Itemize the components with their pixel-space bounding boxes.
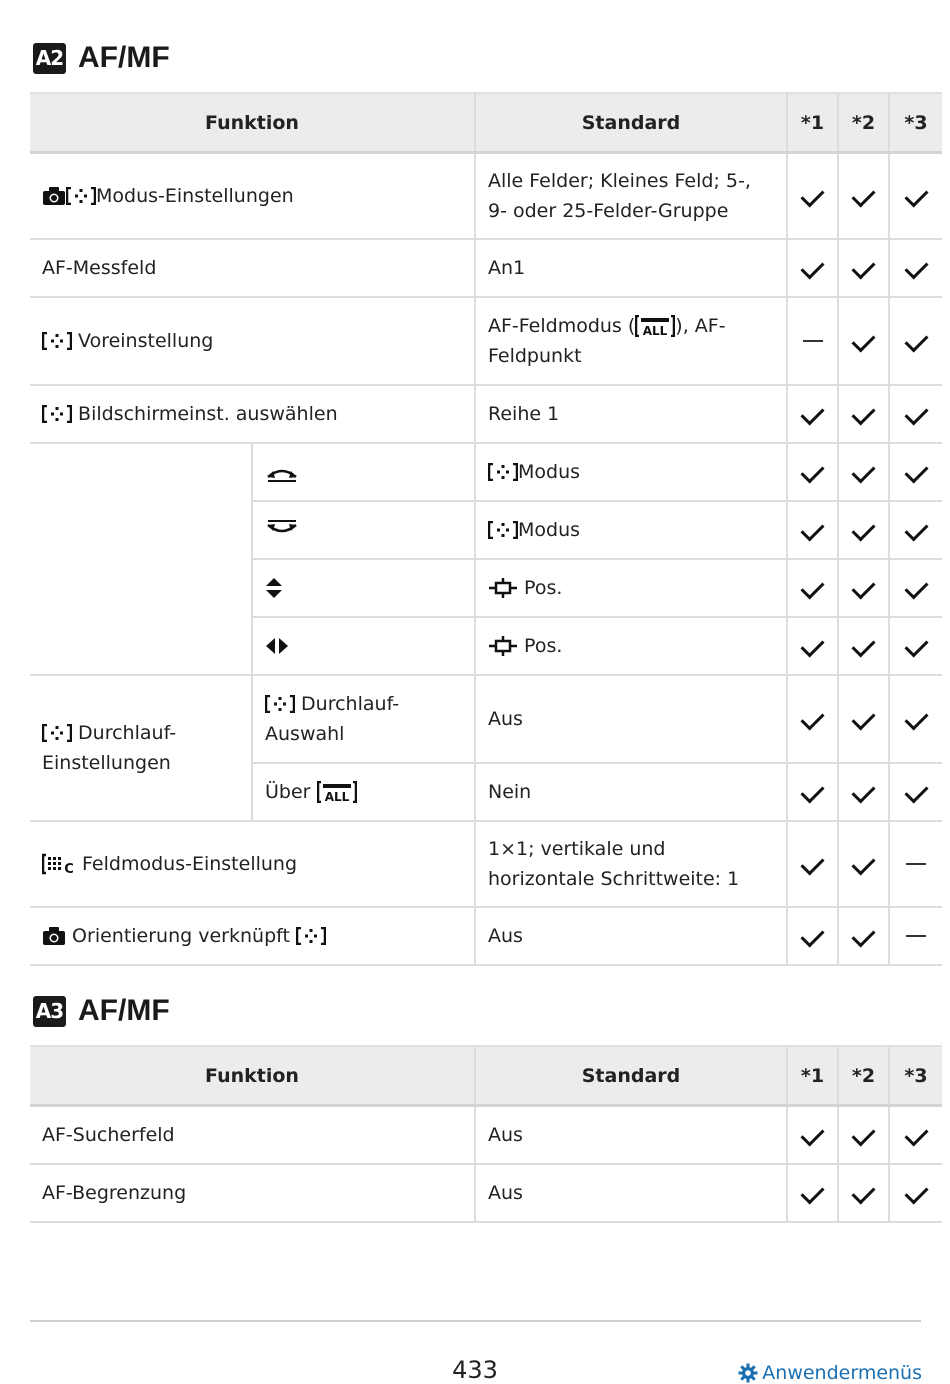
footer-divider [30,1320,921,1322]
mark-cell [889,821,942,907]
check-icon [800,633,824,657]
mark-cell [838,501,889,559]
table-row [30,443,942,501]
mark-cell [838,559,889,617]
function-label: AF-Sucherfeld [30,1106,475,1164]
table-header-row [30,1046,942,1106]
table-row [30,297,942,385]
mark-cell [889,385,942,443]
standard-value-part: AF-Feldmodus ( [488,314,636,337]
svg-text:ALL: ALL [324,790,349,803]
column-header-2: *2 [838,1046,889,1106]
standard-value: Nein [475,763,787,821]
function-label: Feldmodus-Einstellung [82,852,298,875]
settings-table-a2 [30,92,942,966]
column-header-standard: Standard [475,93,787,153]
section-a2-heading [33,41,170,75]
sub-function-label: Durchlauf-Auswahl [265,692,400,745]
check-icon [800,1122,824,1146]
mark-cell [838,907,889,965]
check-icon [800,517,824,541]
check-icon [800,706,824,730]
empty-group-cell [30,443,252,675]
check-icon [851,401,875,425]
mark-cell [889,559,942,617]
function-label: Voreinstellung [78,329,214,352]
camera-icon [42,186,66,206]
mark-cell [838,239,889,297]
standard-value: Modus [518,518,581,541]
function-cell [30,907,475,965]
mark-cell [889,675,942,763]
check-icon [904,328,928,352]
column-header-standard: Standard [475,1046,787,1106]
column-header-1: *1 [787,1046,838,1106]
check-icon [851,183,875,207]
af-target-icon [42,724,72,742]
table-header-row [30,93,942,153]
mark-cell [787,153,838,239]
sub-function-cell [252,675,475,763]
section-badge: A2 [33,43,66,74]
function-label: Orientierung verknüpft [72,924,290,947]
check-icon [800,1180,824,1204]
table-row [30,385,942,443]
check-icon [851,1180,875,1204]
check-icon [800,575,824,599]
standard-value: An1 [475,239,787,297]
check-icon [904,1180,928,1204]
af-all-icon [317,781,357,803]
position-icon [488,577,518,599]
function-label: AF-Begrenzung [30,1164,475,1222]
af-target-icon [42,405,72,423]
mark-cell [889,239,942,297]
function-cell [30,297,475,385]
standard-cell [475,617,787,675]
mark-cell [787,763,838,821]
table-row [30,1164,942,1222]
column-header-3: *3 [889,93,942,153]
column-header-2: *2 [838,93,889,153]
table-row [30,239,942,297]
check-icon [851,779,875,803]
standard-cell [475,443,787,501]
check-icon [904,633,928,657]
function-cell [30,385,475,443]
dash-icon [906,935,926,937]
mark-cell [787,821,838,907]
column-header-funktion: Funktion [30,1046,475,1106]
control-cell [252,617,475,675]
check-icon [800,923,824,947]
mark-cell [889,501,942,559]
column-header-funktion: Funktion [30,93,475,153]
mark-cell [787,239,838,297]
mark-cell [787,907,838,965]
section-badge: A3 [33,996,66,1027]
check-icon [851,517,875,541]
mark-cell [838,443,889,501]
custom-menus-link-label[interactable]: Anwendermenüs [762,1362,922,1384]
front-dial-icon [265,461,299,483]
mark-cell [838,297,889,385]
check-icon [800,851,824,875]
standard-value: Alle Felder; Kleines Feld; 5-, 9- oder 25-Felder-Gruppe [475,153,787,239]
check-icon [851,923,875,947]
section-title: AF/MF [78,994,170,1027]
mark-cell [787,1106,838,1164]
position-icon [488,635,518,657]
check-icon [904,779,928,803]
mark-cell [838,821,889,907]
check-icon [851,459,875,483]
table-row [30,907,942,965]
table-row [30,821,942,907]
standard-value: Aus [475,907,787,965]
mark-cell [787,559,838,617]
standard-cell [475,501,787,559]
check-icon [851,328,875,352]
mark-cell [889,443,942,501]
check-icon [800,401,824,425]
mark-cell [838,385,889,443]
group-label: Durchlauf-Einstellungen [42,721,177,774]
af-target-icon [42,332,72,350]
sub-function-cell [252,763,475,821]
check-icon [904,1122,928,1146]
standard-value: 1×1; vertikale und horizontale Schrittweite: 1 [475,821,787,907]
check-icon [904,255,928,279]
af-target-icon [488,463,518,481]
mark-cell [889,153,942,239]
left-right-arrows-icon [265,637,289,655]
check-icon [851,706,875,730]
control-cell [252,443,475,501]
dash-icon [906,863,926,865]
group-cell [30,675,252,821]
check-icon [851,851,875,875]
af-target-icon [488,521,518,539]
function-label: Bildschirmeinst. auswählen [78,402,338,425]
function-cell [30,821,475,907]
af-target-icon [66,187,96,205]
mark-cell [889,1164,942,1222]
check-icon [800,779,824,803]
check-icon [904,575,928,599]
mark-cell [787,1164,838,1222]
mark-cell [838,675,889,763]
control-cell [252,501,475,559]
standard-cell [475,297,787,385]
column-header-3: *3 [889,1046,942,1106]
mark-cell [889,907,942,965]
mark-cell [787,297,838,385]
table-row [30,675,942,763]
field-mode-custom-icon [42,853,76,875]
rear-dial-icon [265,519,299,541]
page-number: 433 [452,1356,498,1384]
settings-table-a3 [30,1045,942,1223]
table-row [30,1106,942,1164]
check-icon [904,517,928,541]
mark-cell [838,1164,889,1222]
function-cell [30,153,475,239]
check-icon [800,183,824,207]
standard-value: Aus [475,1164,787,1222]
section-a3-heading [33,994,170,1028]
mark-cell [889,297,942,385]
standard-value: Modus [518,460,581,483]
check-icon [851,633,875,657]
af-target-icon [296,927,326,945]
control-cell [252,559,475,617]
mark-cell [838,763,889,821]
table-row [30,153,942,239]
check-icon [904,706,928,730]
af-target-icon [265,695,295,713]
function-label: Modus-Einstellungen [96,184,294,207]
mark-cell [787,501,838,559]
mark-cell [889,1106,942,1164]
check-icon [904,183,928,207]
gear-icon [738,1363,758,1383]
mark-cell [838,1106,889,1164]
check-icon [904,401,928,425]
check-icon [800,255,824,279]
camera-icon [42,926,66,946]
standard-value: Pos. [524,634,563,657]
standard-cell [475,559,787,617]
svg-text:ALL: ALL [643,324,668,337]
check-icon [851,1122,875,1146]
af-all-icon [635,315,675,337]
svg-text:C: C [64,862,74,875]
mark-cell [838,153,889,239]
mark-cell [787,443,838,501]
up-down-arrows-icon [265,577,283,599]
mark-cell [787,675,838,763]
section-title: AF/MF [78,41,170,74]
check-icon [904,459,928,483]
mark-cell [889,617,942,675]
sub-function-label: Über [265,780,311,803]
standard-value: Aus [475,675,787,763]
dash-icon [803,340,823,342]
mark-cell [889,763,942,821]
mark-cell [787,617,838,675]
column-header-1: *1 [787,93,838,153]
mark-cell [838,617,889,675]
check-icon [851,255,875,279]
standard-value-part: ), AF-Feldpunkt [488,314,726,367]
function-label: AF-Messfeld [30,239,475,297]
standard-value: Pos. [524,576,563,599]
check-icon [851,575,875,599]
standard-value: Aus [475,1106,787,1164]
custom-menus-link[interactable] [738,1362,922,1384]
check-icon [800,459,824,483]
mark-cell [787,385,838,443]
standard-value: Reihe 1 [475,385,787,443]
